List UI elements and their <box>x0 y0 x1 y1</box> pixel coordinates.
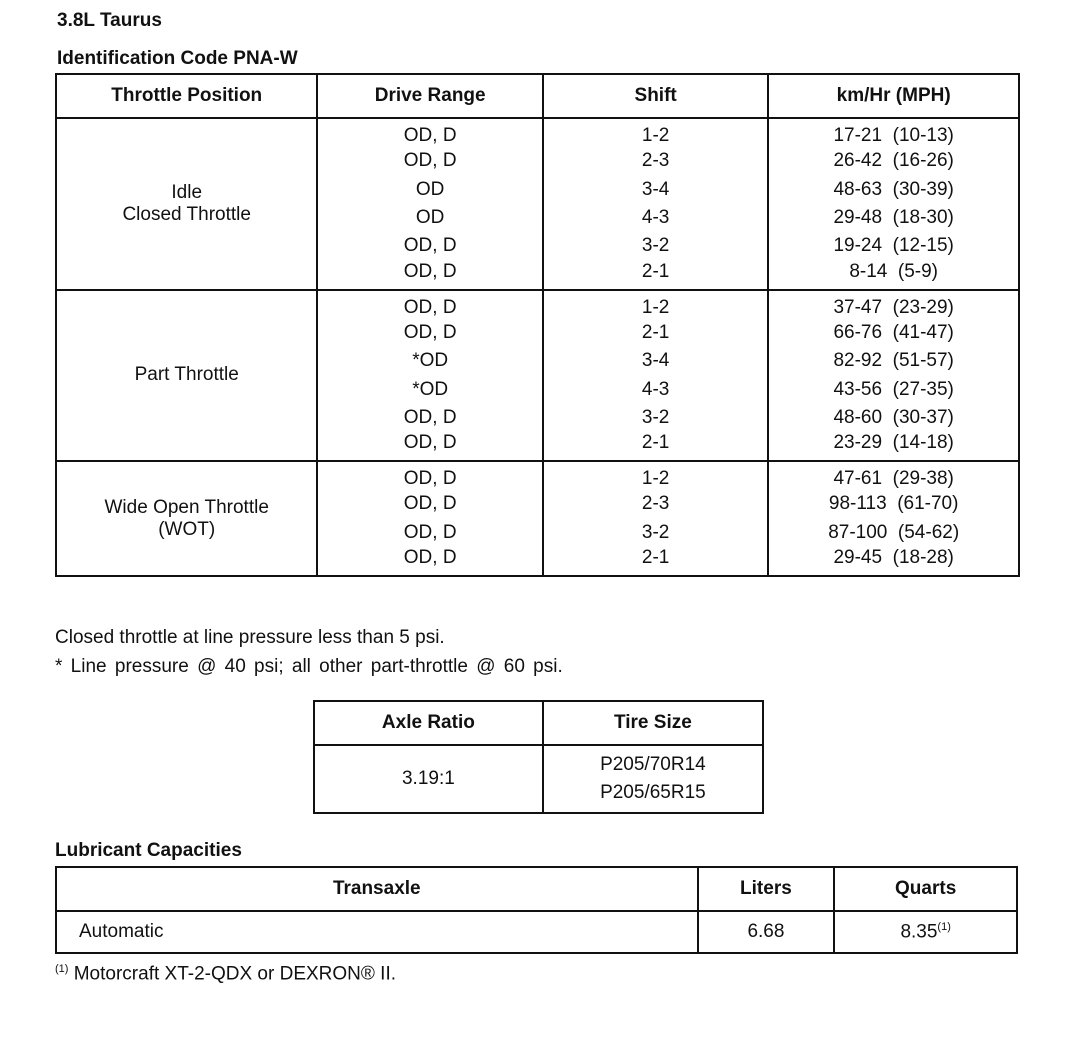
speed-cell: 87-100 (54-62) <box>768 519 1019 547</box>
drive-range-cell: OD, D <box>317 404 542 432</box>
lubricant-table <box>55 866 1018 954</box>
shift-cell: 3-2 <box>543 519 768 547</box>
shift-cell: 2-1 <box>543 261 768 290</box>
drive-range-cell: OD, D <box>317 432 542 461</box>
throttle-position-cell <box>56 118 317 290</box>
drive-range-cell: OD, D <box>317 147 542 175</box>
quarts-cell <box>834 911 1017 953</box>
tire-size: P205/65R15 <box>600 782 706 803</box>
shift-cell: 1-2 <box>543 290 768 319</box>
shift-cell: 2-1 <box>543 432 768 461</box>
speed-cell: 43-56 (27-35) <box>768 375 1019 403</box>
speed-cell: 29-48 (18-30) <box>768 204 1019 232</box>
drive-range-cell: OD <box>317 204 542 232</box>
shift-cell: 4-3 <box>543 375 768 403</box>
drive-range-cell: OD, D <box>317 118 542 147</box>
speed-cell: 8-14 (5-9) <box>768 261 1019 290</box>
throttle-position-cell <box>56 461 317 576</box>
header-shift: Shift <box>543 74 768 118</box>
throttle-position: Closed Throttle <box>122 203 251 225</box>
drive-range-cell: *OD <box>317 347 542 375</box>
header-liters: Liters <box>698 867 835 911</box>
speed-cell: 19-24 (12-15) <box>768 232 1019 260</box>
shift-cell: 1-2 <box>543 461 768 490</box>
transaxle-type: Automatic <box>56 911 698 953</box>
header-transaxle: Transaxle <box>56 867 698 911</box>
speed-cell: 82-92 (51-57) <box>768 347 1019 375</box>
drive-range-cell: OD, D <box>317 232 542 260</box>
drive-range-cell: OD, D <box>317 319 542 347</box>
drive-range-cell: OD <box>317 175 542 203</box>
drive-range-cell: OD, D <box>317 290 542 319</box>
throttle-position: Part Throttle <box>134 364 239 386</box>
table-row <box>56 118 1019 147</box>
footnote-mark: (1) <box>55 963 69 975</box>
note-closed-throttle: Closed throttle at line pressure less than 5 psi. <box>55 627 445 648</box>
footnote-text: Motorcraft XT-2-QDX or DEXRON® II. <box>73 963 397 985</box>
note-line-pressure: * Line pressure @ 40 psi; all other part-throttle @ 60 psi. <box>55 656 563 677</box>
shift-cell: 1-2 <box>543 118 768 147</box>
header-speed: km/Hr (MPH) <box>768 74 1019 118</box>
header-quarts: Quarts <box>834 867 1017 911</box>
shift-speed-table <box>55 73 1020 577</box>
quarts-value: 8.35 <box>900 921 938 943</box>
table-row <box>56 290 1019 319</box>
header-tire-size: Tire Size <box>543 701 763 745</box>
drive-range-cell: OD, D <box>317 490 542 518</box>
drive-range-cell: OD, D <box>317 261 542 290</box>
shift-cell: 2-3 <box>543 490 768 518</box>
shift-cell: 2-3 <box>543 147 768 175</box>
drive-range-cell: *OD <box>317 375 542 403</box>
page-title: 3.8L Taurus <box>57 10 162 31</box>
speed-cell: 23-29 (14-18) <box>768 432 1019 461</box>
header-throttle-position: Throttle Position <box>56 74 317 118</box>
throttle-position-cell <box>56 290 317 462</box>
shift-cell: 3-2 <box>543 404 768 432</box>
shift-cell: 2-1 <box>543 319 768 347</box>
axle-ratio-value: 3.19:1 <box>314 745 543 813</box>
table-header-row <box>56 74 1019 118</box>
table-row <box>56 461 1019 490</box>
speed-cell: 47-61 (29-38) <box>768 461 1019 490</box>
liters-value: 6.68 <box>698 911 835 953</box>
shift-cell: 3-4 <box>543 175 768 203</box>
throttle-position: Idle <box>171 181 203 203</box>
shift-cell: 3-2 <box>543 232 768 260</box>
header-drive-range: Drive Range <box>317 74 542 118</box>
speed-cell: 48-63 (30-39) <box>768 175 1019 203</box>
drive-range-cell: OD, D <box>317 547 542 576</box>
header-axle-ratio: Axle Ratio <box>314 701 543 745</box>
footnote-ref: (1) <box>937 920 951 933</box>
shift-cell: 2-1 <box>543 547 768 576</box>
speed-cell: 98-113 (61-70) <box>768 490 1019 518</box>
footnote <box>55 963 396 985</box>
tire-size-values <box>543 745 763 813</box>
throttle-position: (WOT) <box>158 518 216 540</box>
axle-tire-table <box>313 700 764 814</box>
drive-range-cell: OD, D <box>317 519 542 547</box>
speed-cell: 17-21 (10-13) <box>768 118 1019 147</box>
throttle-position: Wide Open Throttle <box>104 496 269 518</box>
speed-cell: 48-60 (30-37) <box>768 404 1019 432</box>
identification-code: Identification Code PNA-W <box>57 48 298 69</box>
drive-range-cell: OD, D <box>317 461 542 490</box>
shift-cell: 3-4 <box>543 347 768 375</box>
lubricant-heading: Lubricant Capacities <box>55 840 242 861</box>
speed-cell: 37-47 (23-29) <box>768 290 1019 319</box>
shift-cell: 4-3 <box>543 204 768 232</box>
tire-size: P205/70R14 <box>600 754 706 775</box>
speed-cell: 66-76 (41-47) <box>768 319 1019 347</box>
speed-cell: 29-45 (18-28) <box>768 547 1019 576</box>
speed-cell: 26-42 (16-26) <box>768 147 1019 175</box>
